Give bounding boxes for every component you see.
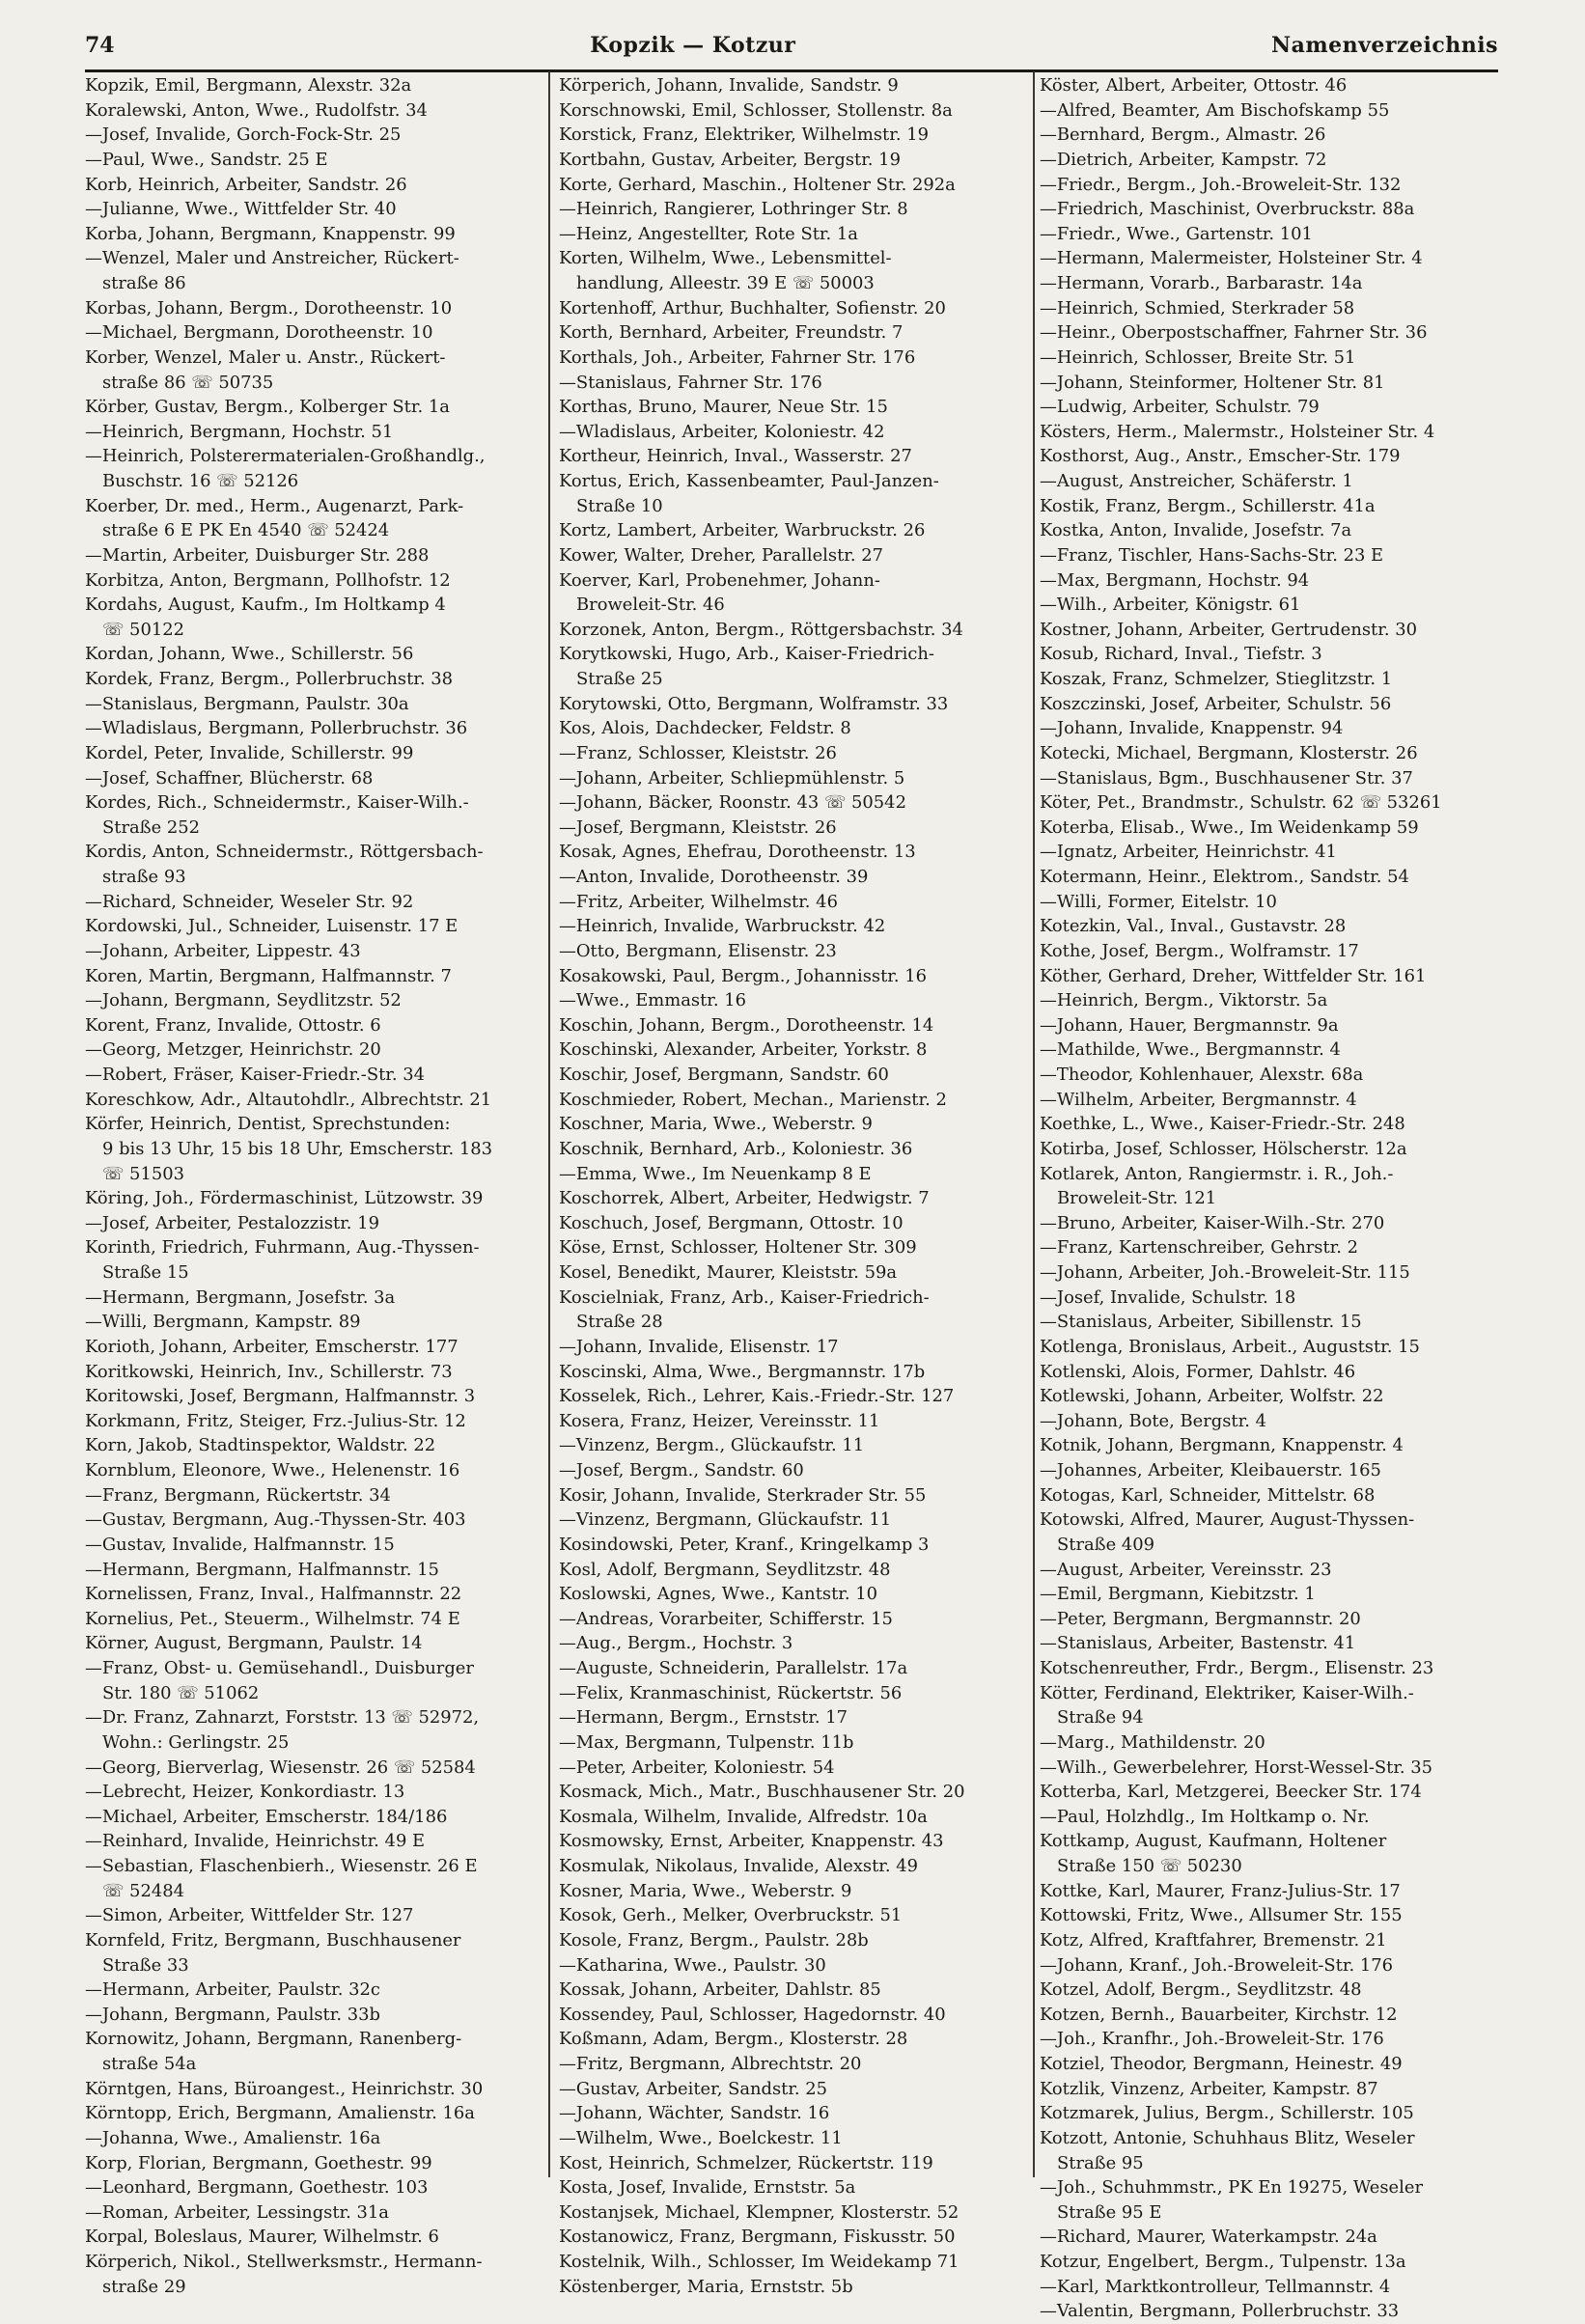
directory-entry: Kotzur, Engelbert, Bergm., Tulpenstr. 13a	[1040, 2252, 1406, 2272]
directory-entry: Kostanjsek, Michael, Klempner, Klosterstr. 52	[559, 2201, 959, 2223]
directory-entry: Kotermann, Heinr., Elektrom., Sandstr. 54	[1040, 867, 1409, 887]
directory-entry: Kotlenski, Alois, Former, Dahlstr. 46	[1040, 1361, 1356, 1382]
directory-entry: Kotzlik, Vinzenz, Arbeiter, Kampstr. 87	[1040, 2078, 1378, 2099]
directory-entry: —Johann, Arbeiter, Lippestr. 43	[85, 940, 361, 961]
directory-entry: Koslowski, Agnes, Wwe., Kantstr. 10	[559, 1584, 877, 1605]
directory-entry: —Martin, Arbeiter, Duisburger Str. 288	[85, 544, 430, 566]
directory-entry: Kottowski, Fritz, Wwe., Allsumer Str. 155	[1040, 1905, 1403, 1926]
directory-entry: Koscielniak, Franz, Arb., Kaiser-Friedrich-	[559, 1286, 930, 1308]
directory-entry: Körntgen, Hans, Büroangest., Heinrichstr. 30	[85, 2078, 484, 2099]
directory-entry: Koritkowski, Heinrich, Inv., Schillerstr. 73	[85, 1361, 453, 1382]
directory-entry: —Franz, Tischler, Hans-Sachs-Str. 23 E	[1040, 544, 1384, 566]
directory-entry: Kostka, Anton, Invalide, Josefstr. 7a	[1040, 520, 1352, 541]
directory-entry: Korinth, Friedrich, Fuhrmann, Aug.-Thyssen-	[85, 1237, 480, 1259]
directory-entry: Korn, Jakob, Stadtinspektor, Waldstr. 22	[85, 1435, 436, 1456]
directory-entry: —Stanislaus, Fahrner Str. 176	[559, 372, 822, 393]
column-divider	[1033, 71, 1035, 2177]
directory-entry: —Johann, Invalide, Elisenstr. 17	[559, 1336, 839, 1357]
directory-entry: —Wilh., Gewerbelehrer, Horst-Wessel-Str. 35	[1040, 1757, 1433, 1778]
directory-entry: —Dr. Franz, Zahnarzt, Forststr. 13 ☏ 52972,	[85, 1707, 480, 1729]
directory-entry-continuation: Straße 252	[102, 816, 201, 838]
directory-entry: Korthals, Joh., Arbeiter, Fahrner Str. 176	[559, 346, 916, 368]
directory-entry: —Franz, Schlosser, Kleiststr. 26	[559, 742, 837, 763]
directory-entry: —Josef, Arbeiter, Pestalozzistr. 19	[85, 1212, 379, 1233]
directory-entry: Körfer, Heinrich, Dentist, Sprechstunden:	[85, 1114, 451, 1135]
directory-entry: —Johann, Wächter, Sandstr. 16	[559, 2103, 830, 2124]
directory-entry: Korytowski, Otto, Bergmann, Wolframstr. 33	[559, 693, 949, 714]
directory-entry: Kower, Walter, Dreher, Parallelstr. 27	[559, 544, 883, 566]
directory-entry-continuation: Straße 33	[102, 1954, 189, 1976]
directory-entry: Kotlewski, Johann, Arbeiter, Wolfstr. 22	[1040, 1386, 1384, 1407]
directory-entry: Kosselek, Rich., Lehrer, Kais.-Friedr.-Str. 127	[559, 1386, 955, 1407]
directory-entry: —Sebastian, Flaschenbierh., Wiesenstr. 26 E	[85, 1856, 478, 1876]
directory-entry: Kordan, Johann, Wwe., Schillerstr. 56	[85, 644, 414, 665]
directory-entry: —Auguste, Schneiderin, Parallelstr. 17a	[559, 1658, 908, 1678]
directory-entry: —Otto, Bergmann, Elisenstr. 23	[559, 940, 837, 961]
directory-entry: —Reinhard, Invalide, Heinrichstr. 49 E	[85, 1831, 426, 1852]
directory-entry: —Emil, Bergmann, Kiebitzstr. 1	[1040, 1584, 1316, 1605]
directory-entry: —Theodor, Kohlenhauer, Alexstr. 68a	[1040, 1065, 1364, 1085]
directory-entry: Kottkamp, August, Kaufmann, Holtener	[1040, 1831, 1387, 1852]
directory-entry: Kostelnik, Wilh., Schlosser, Im Weidekamp 71	[559, 2252, 959, 2272]
directory-entry: Kornelissen, Franz, Inval., Halfmannstr. 22	[85, 1584, 462, 1605]
directory-entry: Kost, Heinrich, Schmelzer, Rückertstr. 119	[559, 2152, 933, 2173]
directory-entry: Körntopp, Erich, Bergmann, Amalienstr. 16a	[85, 2103, 475, 2124]
directory-entry: Köse, Ernst, Schlosser, Holtener Str. 309	[559, 1237, 917, 1259]
directory-entry: Körber, Gustav, Bergm., Kolberger Str. 1a	[85, 397, 450, 418]
directory-entry: Koritowski, Josef, Bergmann, Halfmannstr. 3	[85, 1386, 476, 1407]
directory-entry: —Fritz, Arbeiter, Wilhelmstr. 46	[559, 891, 838, 912]
directory-entry-continuation: Straße 95 E	[1057, 2201, 1162, 2223]
directory-entry: Kötter, Ferdinand, Elektriker, Kaiser-Wilh.-	[1040, 1682, 1414, 1703]
directory-entry: —Stanislaus, Bergmann, Paulstr. 30a	[85, 693, 409, 714]
directory-entry: —Wilhelm, Wwe., Boelckestr. 11	[559, 2127, 843, 2148]
directory-entry: Kosel, Benedikt, Maurer, Kleiststr. 59a	[559, 1262, 898, 1283]
directory-entry: —Robert, Fräser, Kaiser-Friedr.-Str. 34	[85, 1065, 425, 1085]
directory-entry: —Friedr., Bergm., Joh.-Broweleit-Str. 132	[1040, 174, 1402, 195]
directory-entry: Korzonek, Anton, Bergm., Röttgersbachstr. 34	[559, 619, 963, 640]
directory-entry: —Heinrich, Bergmann, Hochstr. 51	[85, 421, 394, 442]
column-divider	[548, 71, 550, 2177]
directory-entry: —Gustav, Bergmann, Aug.-Thyssen-Str. 403	[85, 1509, 466, 1531]
directory-entry: Kosak, Agnes, Ehefrau, Dorotheenstr. 13	[559, 842, 916, 863]
directory-entry-continuation: Straße 28	[576, 1312, 663, 1333]
directory-entry: —Georg, Metzger, Heinrichstr. 20	[85, 1039, 381, 1061]
directory-entry: Kotecki, Michael, Bergmann, Klosterstr. 26	[1040, 742, 1418, 763]
directory-entry-continuation: Broweleit-Str. 121	[1057, 1188, 1217, 1209]
directory-entry: —Johann, Bergmann, Seydlitzstr. 52	[85, 990, 402, 1011]
directory-column-right	[1040, 73, 1501, 2322]
directory-entry: Koschmieder, Robert, Mechan., Marienstr. 2	[559, 1089, 947, 1110]
directory-entry: —Johann, Invalide, Knappenstr. 94	[1040, 718, 1344, 739]
directory-entry: Kortz, Lambert, Arbeiter, Warbruckstr. 26	[559, 520, 926, 541]
directory-entry: —Johann, Bote, Bergstr. 4	[1040, 1410, 1266, 1431]
directory-entry: Köther, Gerhard, Dreher, Wittfelder Str. 161	[1040, 965, 1427, 986]
directory-entry: —August, Anstreicher, Schäferstr. 1	[1040, 471, 1353, 491]
directory-entry-continuation: Straße 95	[1057, 2152, 1144, 2173]
directory-entry: Kotschenreuther, Frdr., Bergm., Elisenstr. 23	[1040, 1658, 1434, 1678]
directory-entry: —Gustav, Invalide, Halfmannstr. 15	[85, 1534, 395, 1555]
directory-entry: Kornfeld, Fritz, Bergmann, Buschhausener	[85, 1929, 461, 1950]
directory-entry: —Katharina, Wwe., Paulstr. 30	[559, 1954, 826, 1976]
directory-entry: Koethke, L., Wwe., Kaiser-Friedr.-Str. 248	[1040, 1114, 1405, 1135]
directory-entry: Kordek, Franz, Bergm., Pollerbruchstr. 38	[85, 669, 454, 689]
directory-entry: Korkmann, Fritz, Steiger, Frz.-Julius-Str. 12	[85, 1410, 466, 1431]
directory-entry: —Heinrich, Rangierer, Lothringer Str. 8	[559, 199, 908, 220]
directory-entry: —Hermann, Arbeiter, Paulstr. 32c	[85, 1979, 380, 2001]
directory-entry: Kortus, Erich, Kassenbeamter, Paul-Janzen-	[559, 471, 939, 491]
directory-entry: Kotogas, Karl, Schneider, Mittelstr. 68	[1040, 1484, 1376, 1506]
directory-entry: —Willi, Former, Eitelstr. 10	[1040, 891, 1277, 912]
directory-entry: Kosmala, Wilhelm, Invalide, Alfredstr. 10a	[559, 1806, 928, 1827]
directory-entry: Kosir, Johann, Invalide, Sterkrader Str. 55	[559, 1484, 927, 1506]
directory-entry: Kortheur, Heinrich, Inval., Wasserstr. 27	[559, 446, 912, 467]
directory-column-left	[85, 73, 542, 2297]
directory-entry-continuation: Straße 15	[102, 1262, 189, 1283]
directory-entry-continuation: straße 29	[102, 2276, 186, 2297]
directory-entry: —Max, Bergmann, Tulpenstr. 11b	[559, 1731, 854, 1753]
directory-entry: Koschin, Johann, Bergm., Dorotheenstr. 14	[559, 1014, 934, 1036]
directory-entry: Kosera, Franz, Heizer, Vereinsstr. 11	[559, 1410, 880, 1431]
directory-entry: Korytkowski, Hugo, Arb., Kaiser-Friedrich-	[559, 644, 934, 665]
directory-entry: —Peter, Arbeiter, Koloniestr. 54	[559, 1757, 835, 1778]
directory-entry: —Heinz, Angestellter, Rote Str. 1a	[559, 223, 858, 244]
directory-entry: —Wladislaus, Arbeiter, Koloniestr. 42	[559, 421, 885, 442]
directory-entry: —Franz, Bergmann, Rückertstr. 34	[85, 1484, 391, 1506]
directory-entry: Koralewski, Anton, Wwe., Rudolfstr. 34	[85, 99, 428, 121]
directory-entry-continuation: ☏ 51503	[102, 1163, 184, 1184]
directory-entry: Kotz, Alfred, Kraftfahrer, Bremenstr. 21	[1040, 1929, 1387, 1950]
directory-entry-continuation: 9 bis 13 Uhr, 15 bis 18 Uhr, Emscherstr. 183	[102, 1138, 492, 1159]
directory-entry: Korioth, Johann, Arbeiter, Emscherstr. 177	[85, 1336, 459, 1357]
directory-entry: —Hermann, Bergm., Ernststr. 17	[559, 1707, 848, 1729]
directory-entry: Kotlenga, Bronislaus, Arbeit., Auguststr. 15	[1040, 1336, 1420, 1357]
directory-entry-continuation: Broweleit-Str. 46	[576, 595, 725, 616]
directory-entry: —Friedr., Wwe., Gartenstr. 101	[1040, 223, 1313, 244]
directory-entry: —Gustav, Arbeiter, Sandstr. 25	[559, 2078, 828, 2099]
directory-entry: —Wilhelm, Arbeiter, Bergmannstr. 4	[1040, 1089, 1357, 1110]
directory-entry: —Heinrich, Invalide, Warbruckstr. 42	[559, 916, 886, 937]
directory-entry: Korber, Wenzel, Maler u. Anstr., Rückert-	[85, 346, 446, 368]
directory-entry: —Anton, Invalide, Dorotheenstr. 39	[559, 867, 869, 887]
directory-entry: Korthas, Bruno, Maurer, Neue Str. 15	[559, 397, 888, 418]
directory-entry: Korbas, Johann, Bergm., Dorotheenstr. 10	[85, 297, 453, 318]
directory-entry: —Heinrich, Schlosser, Breite Str. 51	[1040, 346, 1356, 368]
directory-entry: Körner, August, Bergmann, Paulstr. 14	[85, 1633, 423, 1654]
directory-entry: —Julianne, Wwe., Wittfelder Str. 40	[85, 199, 397, 220]
directory-entry: —Johann, Kranf., Joh.-Broweleit-Str. 176	[1040, 1954, 1393, 1976]
directory-entry-continuation: Straße 10	[576, 495, 663, 516]
directory-entry: —Max, Bergmann, Hochstr. 94	[1040, 569, 1310, 591]
directory-entry: Kosner, Maria, Wwe., Weberstr. 9	[559, 1880, 852, 1901]
directory-entry: Koerber, Dr. med., Herm., Augenarzt, Park-	[85, 495, 464, 516]
directory-entry: —Johann, Arbeiter, Schliepmühlenstr. 5	[559, 767, 905, 788]
directory-entry-continuation: ☏ 50122	[102, 619, 184, 640]
directory-entry: Kotowski, Alfred, Maurer, August-Thyssen-	[1040, 1509, 1415, 1531]
directory-entry: —Wwe., Emmastr. 16	[559, 990, 746, 1011]
directory-entry: —Joh., Schuhmmstr., PK En 19275, Weseler	[1040, 2177, 1423, 2199]
directory-entry: Korb, Heinrich, Arbeiter, Sandstr. 26	[85, 174, 407, 195]
page-number: 74	[85, 33, 115, 58]
directory-entry: —Johann, Steinformer, Holtener Str. 81	[1040, 372, 1385, 393]
directory-entry: Kotzott, Antonie, Schuhhaus Blitz, Weseler	[1040, 2127, 1415, 2148]
directory-entry-continuation: straße 86	[102, 273, 186, 293]
directory-entry: Kosta, Josef, Invalide, Ernststr. 5a	[559, 2177, 856, 2199]
directory-entry-continuation: straße 54a	[102, 2054, 197, 2074]
directory-entry: Kothe, Josef, Bergm., Wolframstr. 17	[1040, 940, 1359, 961]
directory-entry: Kosthorst, Aug., Anstr., Emscher-Str. 179	[1040, 446, 1401, 467]
directory-entry: —Richard, Schneider, Weseler Str. 92	[85, 891, 414, 912]
directory-entry: Kordahs, August, Kaufm., Im Holtkamp 4	[85, 595, 446, 616]
directory-entry: Koterba, Elisab., Wwe., Im Weidenkamp 59	[1040, 816, 1419, 838]
directory-entry: —Andreas, Vorarbeiter, Schifferstr. 15	[559, 1608, 893, 1629]
directory-entry: Kornelius, Pet., Steuerm., Wilhelmstr. 74 E	[85, 1608, 460, 1629]
directory-entry: Koszak, Franz, Schmelzer, Stieglitzstr. 1	[1040, 669, 1393, 689]
directory-entry: Kordowski, Jul., Schneider, Luisenstr. 17 E	[85, 916, 459, 937]
directory-entry: Kopzik, Emil, Bergmann, Alexstr. 32a	[85, 75, 412, 96]
directory-entry: —Josef, Bergm., Sandstr. 60	[559, 1460, 804, 1480]
directory-entry: —Johann, Arbeiter, Joh.-Broweleit-Str. 115	[1040, 1262, 1410, 1283]
directory-entry-continuation: handlung, Alleestr. 39 E ☏ 50003	[576, 273, 875, 293]
directory-entry: Kornowitz, Johann, Bergmann, Ranenberg-	[85, 2029, 462, 2050]
directory-entry: —Mathilde, Wwe., Bergmannstr. 4	[1040, 1039, 1341, 1061]
directory-entry: —Josef, Schaffner, Blücherstr. 68	[85, 767, 374, 788]
directory-entry: Kosakowski, Paul, Bergm., Johannisstr. 16	[559, 965, 928, 986]
directory-entry: —Hermann, Bergmann, Josefstr. 3a	[85, 1286, 396, 1308]
directory-entry: —Dietrich, Arbeiter, Kampstr. 72	[1040, 149, 1327, 170]
directory-entry: —August, Arbeiter, Vereinsstr. 23	[1040, 1559, 1332, 1580]
directory-entry: —Hermann, Malermeister, Holsteiner Str. 4	[1040, 248, 1423, 269]
directory-entry: Köstenberger, Maria, Ernststr. 5b	[559, 2276, 853, 2297]
directory-entry: —Michael, Arbeiter, Emscherstr. 184/186	[85, 1806, 448, 1827]
directory-entry: —Hermann, Bergmann, Halfmannstr. 15	[85, 1559, 439, 1580]
directory-entry: —Karl, Marktkontrolleur, Tellmannstr. 4	[1040, 2276, 1391, 2297]
directory-entry: Koschinski, Alexander, Arbeiter, Yorkstr. 8	[559, 1039, 928, 1061]
directory-entry: Koscinski, Alma, Wwe., Bergmannstr. 17b	[559, 1361, 926, 1382]
directory-entry: —Richard, Maurer, Waterkampstr. 24a	[1040, 2227, 1377, 2248]
directory-entry: Kostik, Franz, Bergm., Schillerstr. 41a	[1040, 495, 1376, 516]
directory-entry: Köter, Pet., Brandmstr., Schulstr. 62 ☏ 53261	[1040, 792, 1442, 814]
directory-entry: —Wenzel, Maler und Anstreicher, Rückert-	[85, 248, 459, 269]
directory-entry: —Johann, Hauer, Bergmannstr. 9a	[1040, 1014, 1339, 1036]
directory-entry: Kotzmarek, Julius, Bergm., Schillerstr. 105	[1040, 2103, 1414, 2124]
directory-entry: —Simon, Arbeiter, Wittfelder Str. 127	[85, 1905, 414, 1926]
directory-entry: Körperich, Nikol., Stellwerksmstr., Hermann-	[85, 2252, 483, 2272]
directory-entry: —Johannes, Arbeiter, Kleibauerstr. 165	[1040, 1460, 1381, 1480]
directory-entry-continuation: Buschstr. 16 ☏ 52126	[102, 471, 299, 491]
directory-entry: —Leonhard, Bergmann, Goethestr. 103	[85, 2177, 429, 2199]
directory-entry: —Josef, Bergmann, Kleiststr. 26	[559, 816, 837, 838]
directory-entry: —Wilh., Arbeiter, Königstr. 61	[1040, 595, 1301, 616]
directory-entry: Korba, Johann, Bergmann, Knappenstr. 99	[85, 223, 456, 244]
directory-entry: Kortenhoff, Arthur, Buchhalter, Sofienstr. 20	[559, 297, 946, 318]
directory-entry: —Josef, Invalide, Schulstr. 18	[1040, 1286, 1296, 1308]
directory-entry-continuation: Straße 94	[1057, 1707, 1144, 1729]
directory-entry: Kostanowicz, Franz, Bergmann, Fiskusstr. 50	[559, 2227, 956, 2248]
directory-entry: Koreschkow, Adr., Altautohdlr., Albrechtstr. 21	[85, 1089, 492, 1110]
directory-entry: —Peter, Bergmann, Bergmannstr. 20	[1040, 1608, 1361, 1629]
directory-entry: Kostner, Johann, Arbeiter, Gertrudenstr. 30	[1040, 619, 1417, 640]
directory-entry: Körperich, Johann, Invalide, Sandstr. 9	[559, 75, 899, 96]
directory-entry: Kotziel, Theodor, Bergmann, Heinestr. 49	[1040, 2054, 1403, 2074]
directory-entry-continuation: Str. 180 ☏ 51062	[102, 1682, 260, 1703]
directory-entry: Korent, Franz, Invalide, Ottostr. 6	[85, 1014, 381, 1036]
directory-entry: —Georg, Bierverlag, Wiesenstr. 26 ☏ 52584	[85, 1757, 476, 1778]
directory-entry: Kosl, Adolf, Bergmann, Seydlitzstr. 48	[559, 1559, 891, 1580]
directory-entry: Kosmulak, Nikolaus, Invalide, Alexstr. 49	[559, 1856, 919, 1876]
directory-entry: —Joh., Kranfhr., Joh.-Broweleit-Str. 176	[1040, 2029, 1384, 2050]
directory-entry: —Aug., Bergm., Hochstr. 3	[559, 1633, 793, 1654]
directory-entry: Kos, Alois, Dachdecker, Feldstr. 8	[559, 718, 851, 739]
directory-entry: Kotlarek, Anton, Rangiermstr. i. R., Joh.-	[1040, 1163, 1394, 1184]
directory-entry: Kösters, Herm., Malermstr., Holsteiner Str. 4	[1040, 421, 1435, 442]
directory-entry: Kornblum, Eleonore, Wwe., Helenenstr. 16	[85, 1460, 460, 1480]
directory-column-middle	[559, 73, 1027, 2297]
page-header	[85, 33, 1498, 68]
directory-entry: —Michael, Bergmann, Dorotheenstr. 10	[85, 322, 433, 344]
directory-entry: —Bernhard, Bergm., Almastr. 26	[1040, 124, 1326, 146]
directory-entry: —Bruno, Arbeiter, Kaiser-Wilh.-Str. 270	[1040, 1212, 1385, 1233]
directory-entry-continuation: Wohn.: Gerlingstr. 25	[102, 1731, 290, 1753]
directory-entry-continuation: Straße 25	[576, 669, 663, 689]
directory-entry: Kordes, Rich., Schneidermstr., Kaiser-Wilh.-	[85, 792, 469, 814]
directory-entry: Korte, Gerhard, Maschin., Holtener Str. 292a	[559, 174, 956, 195]
directory-entry: Korstick, Franz, Elektriker, Wilhelmstr. 19	[559, 124, 929, 146]
directory-entry: Kosole, Franz, Bergm., Paulstr. 28b	[559, 1929, 869, 1950]
directory-entry: Koerver, Karl, Probenehmer, Johann-	[559, 569, 880, 591]
directory-entry: —Wladislaus, Bergmann, Pollerbruchstr. 36	[85, 718, 468, 739]
directory-entry: Köring, Joh., Fördermaschinist, Lützowstr. 39	[85, 1188, 484, 1209]
directory-entry: Koszczinski, Josef, Arbeiter, Schulstr. 56	[1040, 693, 1392, 714]
directory-entry: —Franz, Obst- u. Gemüsehandl., Duisburger	[85, 1658, 474, 1678]
directory-entry: Kottke, Karl, Maurer, Franz-Julius-Str. 17	[1040, 1880, 1401, 1901]
directory-entry: Korten, Wilhelm, Wwe., Lebensmittel-	[559, 248, 892, 269]
directory-entry: Koschnik, Bernhard, Arb., Koloniestr. 36	[559, 1138, 913, 1159]
directory-entry: Kotzen, Bernh., Bauarbeiter, Kirchstr. 12	[1040, 2004, 1398, 2025]
directory-entry: —Willi, Bergmann, Kampstr. 89	[85, 1312, 361, 1333]
directory-entry: Kosmack, Mich., Matr., Buschhausener Str. 20	[559, 1782, 965, 1803]
directory-entry: —Felix, Kranmaschinist, Rückertstr. 56	[559, 1682, 903, 1703]
directory-entry: —Valentin, Bergmann, Pollerbruchstr. 33	[1040, 2301, 1400, 2322]
directory-entry-continuation: straße 93	[102, 867, 186, 887]
directory-entry: —Ignatz, Arbeiter, Heinrichstr. 41	[1040, 842, 1337, 863]
directory-entry: —Stanislaus, Bgm., Buschhausener Str. 37	[1040, 767, 1413, 788]
directory-entry-continuation: Straße 409	[1057, 1534, 1155, 1555]
directory-entry-continuation: Straße 150 ☏ 50230	[1057, 1856, 1242, 1876]
directory-entry: Koßmann, Adam, Bergm., Klosterstr. 28	[559, 2029, 908, 2050]
directory-entry: Kordel, Peter, Invalide, Schillerstr. 99	[85, 742, 414, 763]
directory-entry: —Vinzenz, Bergm., Glückaufstr. 11	[559, 1435, 865, 1456]
directory-entry: Kotzel, Adolf, Bergm., Seydlitzstr. 48	[1040, 1979, 1362, 2001]
directory-entry: Kosok, Gerh., Melker, Overbruckstr. 51	[559, 1905, 903, 1926]
directory-entry: —Franz, Kartenschreiber, Gehrstr. 2	[1040, 1237, 1358, 1259]
directory-entry: Koschorrek, Albert, Arbeiter, Hedwigstr. 7	[559, 1188, 930, 1209]
directory-entry: —Johann, Bäcker, Roonstr. 43 ☏ 50542	[559, 792, 906, 814]
directory-entry: —Hermann, Vorarb., Barbarastr. 14a	[1040, 273, 1363, 293]
directory-entry: Korpal, Boleslaus, Maurer, Wilhelmstr. 6	[85, 2227, 439, 2248]
directory-entry: Kortbahn, Gustav, Arbeiter, Bergstr. 19	[559, 149, 901, 170]
directory-entry: Köster, Albert, Arbeiter, Ottostr. 46	[1040, 75, 1348, 96]
directory-entry: —Johanna, Wwe., Amalienstr. 16a	[85, 2127, 381, 2148]
section-title: Namenverzeichnis	[1271, 33, 1498, 58]
directory-entry: —Roman, Arbeiter, Lessingstr. 31a	[85, 2201, 389, 2223]
directory-entry: —Heinrich, Bergm., Viktorstr. 5a	[1040, 990, 1328, 1011]
header-rule	[85, 69, 1498, 72]
directory-entry: —Josef, Invalide, Gorch-Fock-Str. 25	[85, 124, 402, 146]
directory-entry: Koren, Martin, Bergmann, Halfmannstr. 7	[85, 965, 452, 986]
directory-entry: Koschuch, Josef, Bergmann, Ottostr. 10	[559, 1212, 904, 1233]
directory-entry: Kotnik, Johann, Bergmann, Knappenstr. 4	[1040, 1435, 1404, 1456]
directory-entry: —Heinrich, Schmied, Sterkrader 58	[1040, 297, 1355, 318]
directory-entry-continuation: straße 6 E PK En 4540 ☏ 52424	[102, 520, 390, 541]
directory-entry: Korschnowski, Emil, Schlosser, Stollenstr. 8a	[559, 99, 953, 121]
directory-entry: —Stanislaus, Arbeiter, Bastenstr. 41	[1040, 1633, 1356, 1654]
directory-entry: Kotezkin, Val., Inval., Gustavstr. 28	[1040, 916, 1347, 937]
directory-entry: Kotirba, Josef, Schlosser, Hölscherstr. 12a	[1040, 1138, 1407, 1159]
directory-entry: —Paul, Holzhdlg., Im Holtkamp o. Nr.	[1040, 1806, 1370, 1827]
directory-entry: —Lebrecht, Heizer, Konkordiastr. 13	[85, 1782, 405, 1803]
directory-entry: Kordis, Anton, Schneidermstr., Röttgersbach-	[85, 842, 484, 863]
directory-entry: Korth, Bernhard, Arbeiter, Freundstr. 7	[559, 322, 904, 344]
directory-entry: Kossendey, Paul, Schlosser, Hagedornstr. 40	[559, 2004, 946, 2025]
directory-entry: Korp, Florian, Bergmann, Goethestr. 99	[85, 2152, 432, 2173]
name-range-heading: Kopzik — Kotzur	[590, 33, 796, 58]
directory-entry: —Alfred, Beamter, Am Bischofskamp 55	[1040, 99, 1390, 121]
directory-entry-continuation: straße 86 ☏ 50735	[102, 372, 274, 393]
directory-entry: Koschner, Maria, Wwe., Weberstr. 9	[559, 1114, 873, 1135]
directory-entry: —Heinrich, Polsterermaterialen-Großhandlg.,	[85, 446, 486, 467]
directory-entry: —Heinr., Oberpostschaffner, Fahrner Str. 36	[1040, 322, 1428, 344]
directory-entry: Kosmowsky, Ernst, Arbeiter, Knappenstr. 43	[559, 1831, 944, 1852]
directory-entry: —Ludwig, Arbeiter, Schulstr. 79	[1040, 397, 1320, 418]
directory-entry: —Paul, Wwe., Sandstr. 25 E	[85, 149, 328, 170]
directory-entry: —Johann, Bergmann, Paulstr. 33b	[85, 2004, 380, 2025]
directory-entry: Koschir, Josef, Bergmann, Sandstr. 60	[559, 1065, 889, 1085]
directory-entry: —Stanislaus, Arbeiter, Sibillenstr. 15	[1040, 1312, 1362, 1333]
directory-entry: —Emma, Wwe., Im Neuenkamp 8 E	[559, 1163, 872, 1184]
directory-entry: —Marg., Mathildenstr. 20	[1040, 1731, 1265, 1753]
directory-entry-continuation: ☏ 52484	[102, 1880, 184, 1901]
directory-entry: Korbitza, Anton, Bergmann, Pollhofstr. 12	[85, 569, 451, 591]
directory-entry: —Friedrich, Maschinist, Overbruckstr. 88a	[1040, 199, 1415, 220]
directory-entry: Kossak, Johann, Arbeiter, Dahlstr. 85	[559, 1979, 881, 2001]
directory-entry: Kotterba, Karl, Metzgerei, Beecker Str. 174	[1040, 1782, 1422, 1803]
directory-entry: —Fritz, Bergmann, Albrechtstr. 20	[559, 2054, 862, 2074]
directory-entry: —Vinzenz, Bergmann, Glückaufstr. 11	[559, 1509, 892, 1531]
directory-entry: Kosindowski, Peter, Kranf., Kringelkamp 3	[559, 1534, 930, 1555]
directory-entry: Kosub, Richard, Inval., Tiefstr. 3	[1040, 644, 1322, 665]
